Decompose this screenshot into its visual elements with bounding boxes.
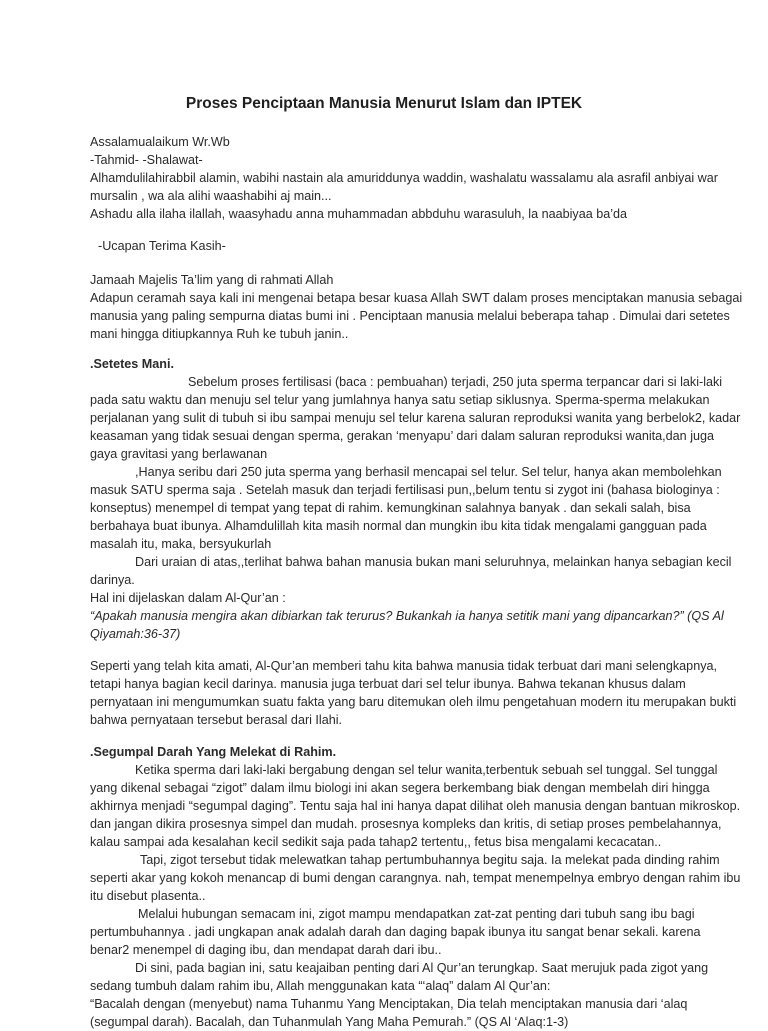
text-line: Hal ini dijelaskan dalam Al-Qur’an : [90,591,286,605]
text-line: Tapi, zigot tersebut tidak melewatkan tahap pertumbuhannya begitu saja. Ia melekat pada dinding rahim [140,853,720,867]
text-line: keasaman yang tidak sesuai dengan sperma, gerakan ‘menyapu’ dari dalam saluran reproduksi wanita,dan juga [90,429,714,443]
text-line: sedang tumbuh dalam rahim ibu, Allah menggunakan kata “‘alaq” dalam Al Qur’an: [90,979,551,993]
text-line: perjalanan yang sulit di tubuh si ibu sampai menuju sel telur karena saluran reproduksi wanita yang berbelok2, kadar [90,411,741,425]
text-line: “Bacalah dengan (menyebut) nama Tuhanmu Yang Menciptakan, Dia telah menciptakan manusia dari ‘alaq [90,997,688,1011]
document-title: Proses Penciptaan Manusia Menurut Islam dan IPTEK [185,95,583,112]
text-line: pertumbuhannya . jadi ungkapan anak adalah darah dan daging bapak ibunya itu sangat benar sekali. karena [90,925,701,939]
text-line: Jamaah Majelis Ta’lim yang di rahmati Allah [90,273,334,287]
text-line: Alhamdulilahirabbil alamin, wabihi nastain ala amuriddunya waddin, washalatu wassalamu ala asrafil anbiyai war [90,171,718,185]
text-line: masuk SATU sperma saja . Setelah masuk dan terjadi fertilisasi pun,,belum tentu si zygot ini (bahasa biologinya : [90,483,720,497]
text-line: ,Hanya seribu dari 250 juta sperma yang berhasil mencapai sel telur. Sel telur, hanya akan membolehkan [135,465,722,479]
text-line: Sebelum proses fertilisasi (baca : pembuahan) terjadi, 250 juta sperma terpancar dari si laki-laki [188,375,723,389]
text-line: -Tahmid- -Shalawat- [90,153,203,167]
text-line: berbahaya buat ibunya. Alhamdulillah kita masih normal dan mungkin ibu kita tidak mengalami gangguan pada [90,519,707,533]
text-line: Ashadu alla ilaha ilallah, waasyhadu anna muhammadan abbduhu warasuluh, la naabiyaa ba’da [90,207,628,221]
text-line: Qiyamah:36-37) [90,627,181,641]
text-line: Assalamualaikum Wr.Wb [90,135,230,149]
text-line: (segumpal darah). Bacalah, dan Tuhanmulah Yang Maha Pemurah.” (QS Al ‘Alaq:1-3) [90,1015,569,1029]
text-line: akhirnya menjadi “segumpal daging”. Tentu saja hal ini hanya dapat dilihat oleh manusia dengan bantuan mikroskop. [90,799,741,813]
text-line: mani hingga ditiupkannya Ruh ke tubuh janin.. [90,327,349,341]
text-line: konseptus) menempel di tempat yang tepat di rahim. kemungkinan salahnya banyak . dan sekali salah, bisa [90,501,691,515]
text-line: itu disebut plasenta.. [90,889,206,903]
text-line: Dari uraian di atas,,terlihat bahwa bahan manusia bukan mani seluruhnya, melainkan hanya sebagian kecil [135,555,732,569]
text-line: dan jangan dikira prosesnya simpel dan mudah. prosesnya kompleks dan kritis, di setiap proses pembelahannya, [90,817,722,831]
text-line: -Ucapan Terima Kasih- [98,239,226,253]
text-line: yang dikenal sebagai “zigot” dalam ilmu biologi ini akan segera berkembang biak dengan membelah diri hingga [90,781,710,795]
text-line: “Apakah manusia mengira akan dibiarkan tak terurus? Bukankah ia hanya setitik mani yang dipancarkan?” (QS Al [90,609,724,623]
text-line: pada satu waktu dan menuju sel telur yang jumlahnya hanya satu setiap siklusnya. Sperma-sperma melakukan [90,393,710,407]
text-line: Ketika sperma dari laki-laki bergabung dengan sel telur wanita,terbentuk sebuah sel tunggal. Sel tunggal [135,763,718,777]
text-line: kalau sampai ada kesalahan kecil sedikit saja pada tahap2 tertentu,, fetus bisa mengalami kecacatan.. [90,835,662,849]
text-line: gaya gravitasi yang berlawanan [90,447,268,461]
section-heading: .Setetes Mani. [90,357,174,371]
text-line: bahwa pernyataan tersebut berasal dari Ilahi. [90,713,343,727]
text-line: benar2 menempel di daging ibu, dan mendapat darah dari ibu.. [90,943,442,957]
text-line: seperti akar yang kokoh menancap di bumi dengan carangnya. nah, tempat menempelnya embryo dengan rahim ibu [90,871,741,885]
text-line: mursalin , wa ala alihi waashabihi aj main... [90,189,332,203]
text-line: masalah itu, maka, bersyukurlah [90,537,272,551]
text-line: tetapi hanya bagian kecil darinya. manusia juga terbuat dari sel telur ibunya. Bahwa tekanan khusus dalam [90,677,686,691]
text-line: manusia yang paling sempurna diatas bumi ini . Penciptaan manusia melalui beberapa tahap . Dimulai dari setetes [90,309,730,323]
text-line: Di sini, pada bagian ini, satu keajaiban penting dari Al Qur’an terungkap. Saat merujuk pada zigot yang [135,961,709,975]
text-line: Seperti yang telah kita amati, Al-Qur’an memberi tahu kita bahwa manusia tidak terbuat dari mani selengkapnya, [90,659,717,673]
text-line: pernyataan ini mengumumkan suatu fakta yang baru ditemukan oleh ilmu pengetahuan modern itu merupakan bukti [90,695,737,709]
text-line: Adapun ceramah saya kali ini mengenai betapa besar kuasa Allah SWT dalam proses menciptakan manusia sebagai [90,291,743,305]
text-line: darinya. [90,573,135,587]
section-heading: .Segumpal Darah Yang Melekat di Rahim. [90,745,337,759]
text-line: Melalui hubungan semacam ini, zigot mampu mendapatkan zat-zat penting dari tubuh sang ibu bagi [138,907,695,921]
